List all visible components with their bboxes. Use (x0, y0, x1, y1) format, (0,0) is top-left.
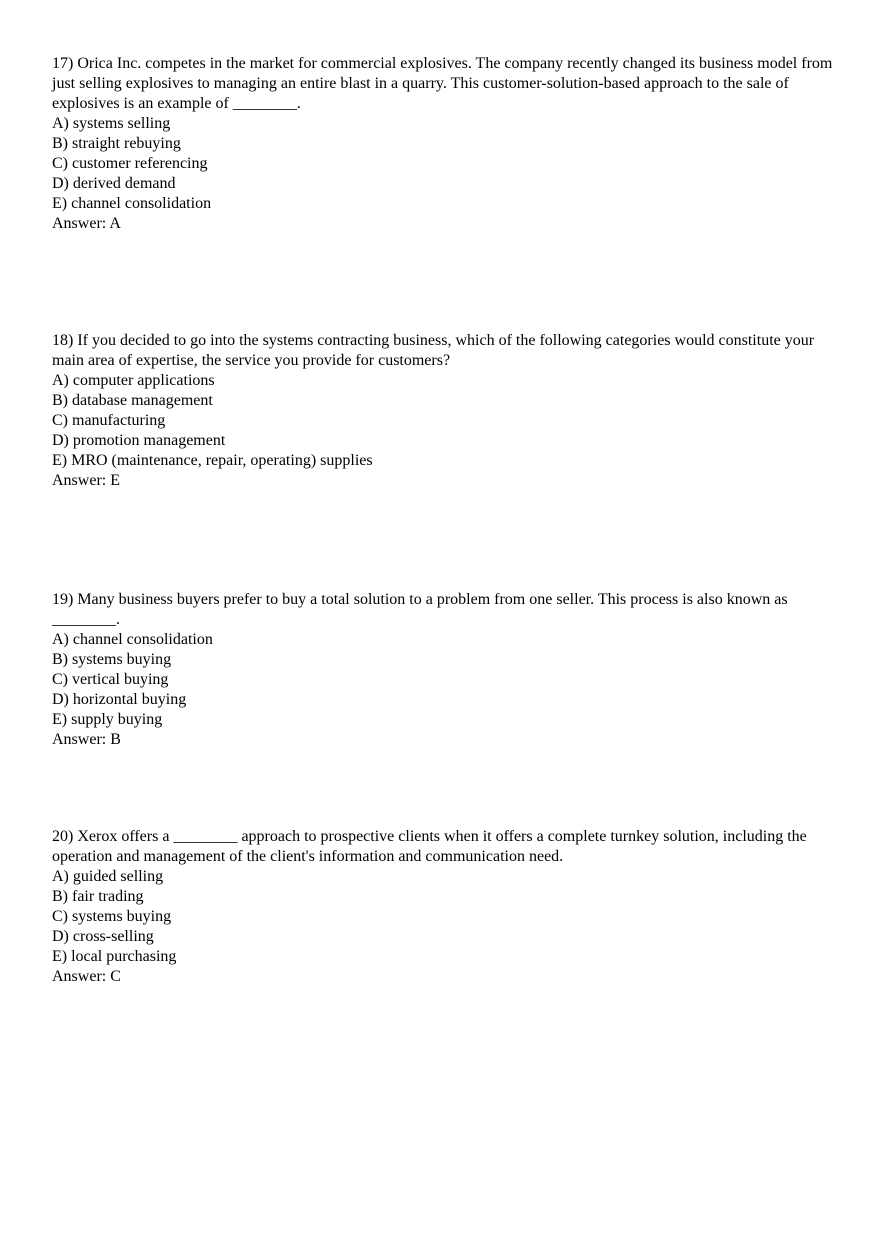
option-a: A) guided selling (52, 868, 164, 885)
option-e: E) local purchasing (52, 948, 177, 965)
question-18 (52, 331, 842, 491)
answer-options (52, 371, 842, 471)
option-e: E) supply buying (52, 711, 163, 728)
option-c: C) manufacturing (52, 412, 166, 429)
option-b: B) fair trading (52, 888, 144, 905)
answer-key: Answer: E (52, 472, 120, 489)
option-e: E) MRO (maintenance, repair, operating) supplies (52, 452, 373, 469)
option-e: E) channel consolidation (52, 195, 212, 212)
answer-key: Answer: C (52, 968, 121, 985)
question-17 (52, 54, 842, 234)
answer-options (52, 867, 842, 967)
answer-options (52, 114, 842, 214)
option-d: D) promotion management (52, 432, 226, 449)
answer-options (52, 630, 842, 730)
option-a: A) computer applications (52, 372, 215, 389)
question-text: 17) Orica Inc. competes in the market for commercial explosives. The company recently changed its business model from just selling explosives to managing an entire blast in a quarry. This customer-solution-based approach to the sale of explosives is an example of ________. (52, 55, 833, 112)
question-20 (52, 827, 842, 987)
option-c: C) customer referencing (52, 155, 208, 172)
answer-key: Answer: B (52, 731, 121, 748)
answer-key: Answer: A (52, 215, 121, 232)
option-b: B) straight rebuying (52, 135, 181, 152)
question-19 (52, 590, 842, 750)
option-d: D) cross-selling (52, 928, 154, 945)
option-b: B) database management (52, 392, 213, 409)
option-c: C) vertical buying (52, 671, 169, 688)
question-text: 19) Many business buyers prefer to buy a total solution to a problem from one seller. This process is also known as ________. (52, 591, 788, 628)
option-a: A) channel consolidation (52, 631, 213, 648)
option-c: C) systems buying (52, 908, 172, 925)
question-text: 20) Xerox offers a ________ approach to prospective clients when it offers a complete turnkey solution, including the operation and management of the client's information and communication need. (52, 828, 807, 865)
option-b: B) systems buying (52, 651, 172, 668)
option-a: A) systems selling (52, 115, 171, 132)
question-text: 18) If you decided to go into the systems contracting business, which of the following categories would constitute your main area of expertise, the service you provide for customers? (52, 332, 815, 369)
option-d: D) horizontal buying (52, 691, 187, 708)
option-d: D) derived demand (52, 175, 176, 192)
